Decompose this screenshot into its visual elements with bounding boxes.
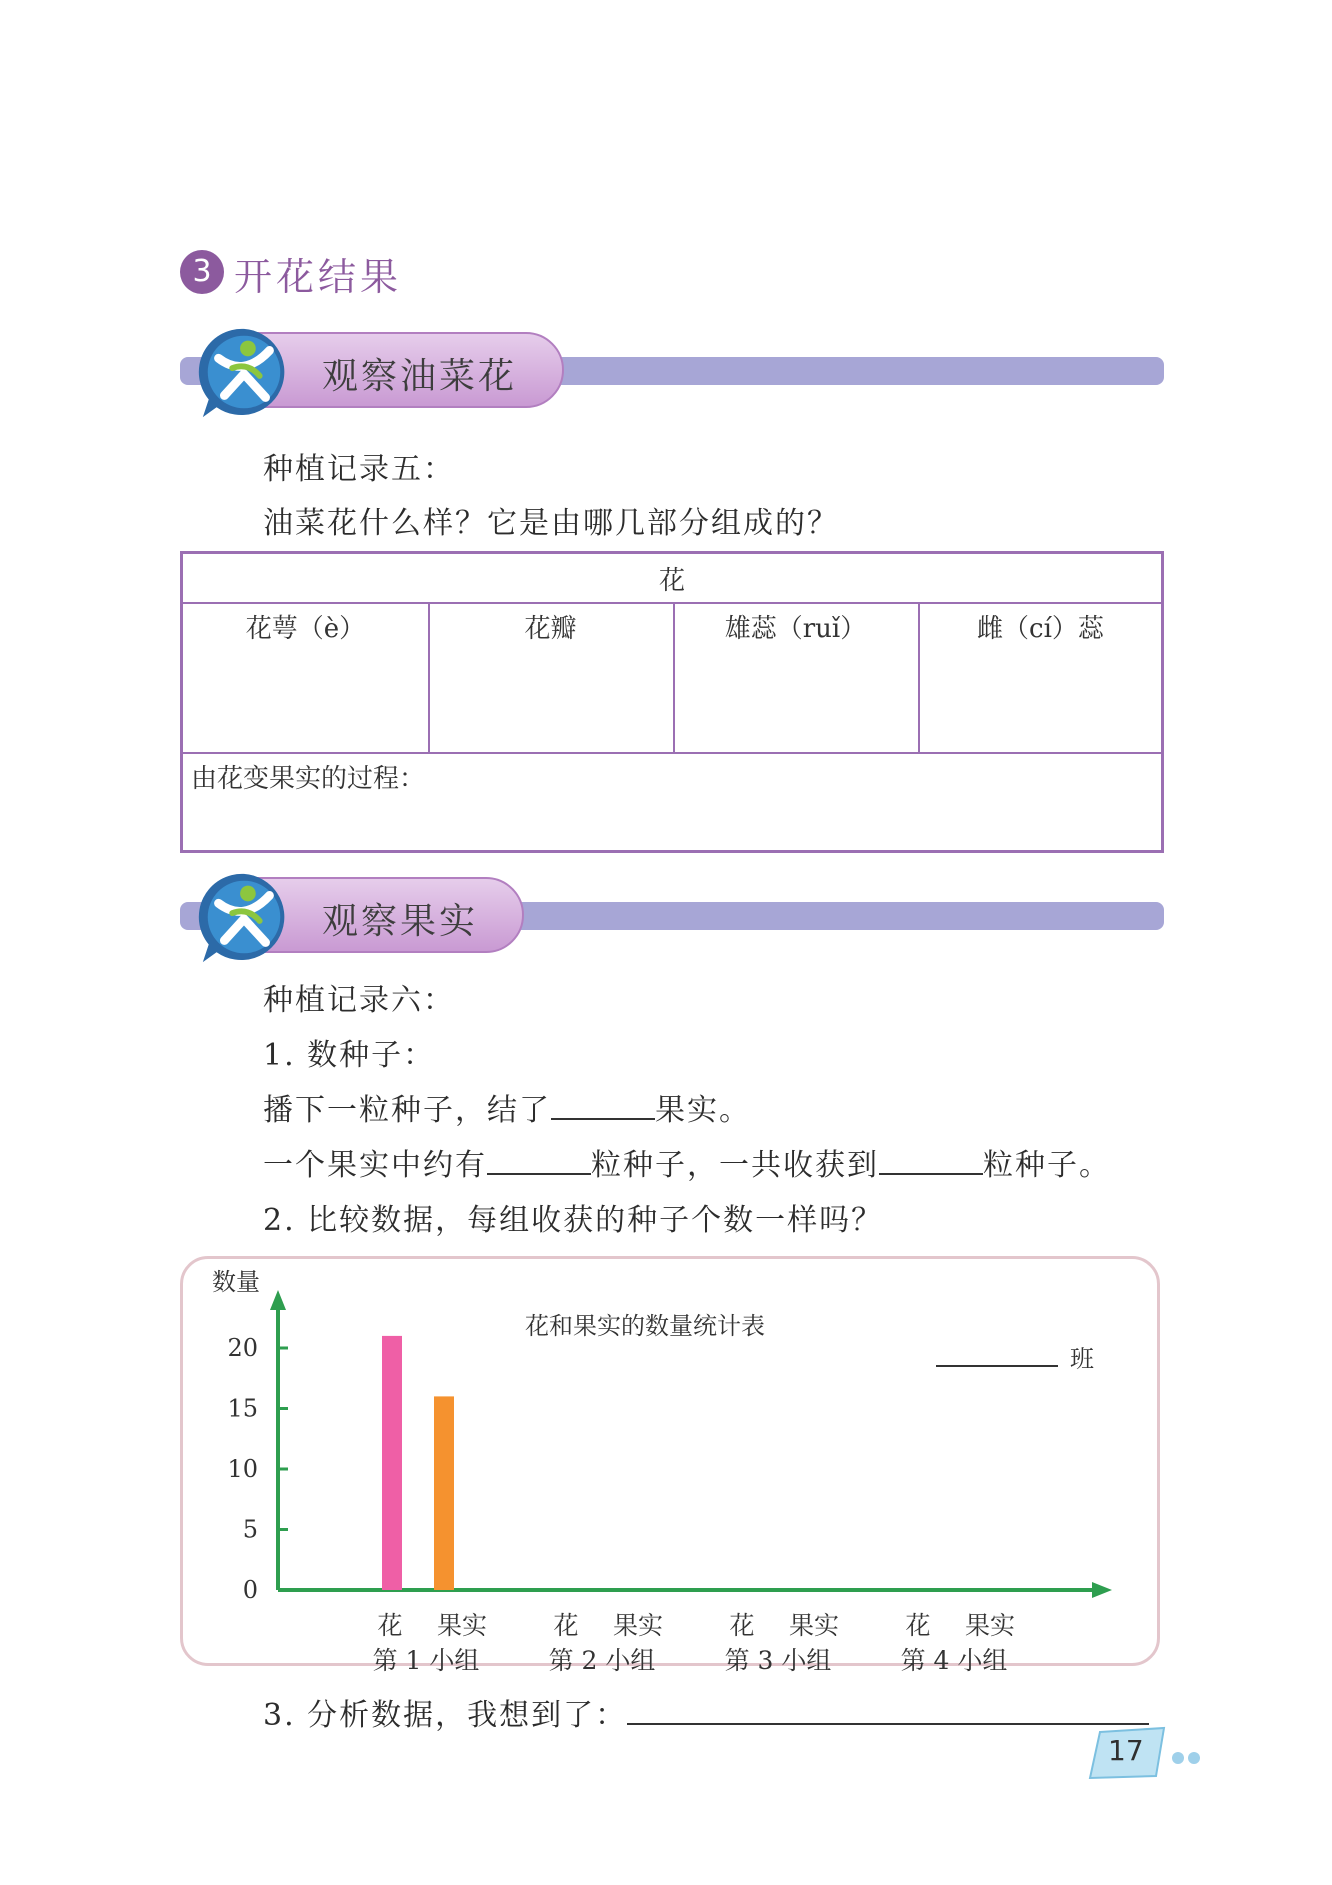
item1-title: 1. 数种子： [263,1038,436,1073]
table-header: 花 [658,566,685,596]
x-category-label: 果实 [788,1611,840,1640]
x-group-label: 第 3 小组 [724,1646,832,1675]
x-group-label: 第 4 小组 [900,1646,1008,1675]
item2: 2. 比较数据，每组收获的种子个数一样吗？ [263,1203,884,1238]
y-axis-label: 数量 [212,1268,260,1296]
line2-text-c: 粒种子。 [983,1148,1111,1183]
line1-text-a: 播下一粒种子，结了 [263,1093,551,1128]
x-category-label: 果实 [612,1611,664,1640]
banner-title: 观察果实 [322,901,479,942]
x-axis-arrow [1092,1582,1112,1598]
y-tick-label: 20 [227,1334,258,1362]
x-category-label: 花 [905,1611,931,1640]
y-tick-label: 5 [242,1515,258,1544]
record5-label: 种植记录五： [263,452,455,487]
section-title: 开花结果 [234,255,403,299]
y-tick-label: 15 [227,1394,258,1423]
column-stamen: 雄蕊（ruǐ） [724,614,867,644]
column-pistil: 雌（cí）蕊 [977,614,1104,644]
line1-text-b: 果实。 [655,1093,751,1128]
column-sepal: 花萼（è） [245,614,366,644]
item3 [263,1690,1149,1734]
line2-text-b: 粒种子，一共收获到 [591,1148,879,1183]
bar-flower [382,1336,402,1590]
x-category-label: 果实 [964,1611,1016,1640]
class-field [936,1339,1094,1374]
bar-fruit [434,1396,454,1590]
column-petal: 花瓣 [524,614,577,644]
class-suffix: 班 [1070,1345,1094,1373]
line2-text-a: 一个果实中约有 [263,1148,487,1183]
y-tick-label: 10 [227,1455,258,1483]
section-number-badge: 3 [180,250,224,294]
page-dot [1172,1752,1184,1764]
y-axis-arrow [270,1290,286,1310]
page-number: 17 [1108,1734,1144,1767]
conclusion-blank[interactable] [627,1722,1149,1725]
process-label: 由花变果实的过程： [191,764,426,794]
record6-label: 种植记录六： [263,983,455,1018]
chart-title: 花和果实的数量统计表 [525,1312,765,1340]
y-tick-label: 0 [242,1576,258,1604]
x-group-label: 第 2 小组 [548,1646,656,1675]
class-blank[interactable] [936,1364,1058,1367]
record5-question: 油菜花什么样？它是由哪几部分组成的？ [263,506,839,541]
x-group-label: 第 1 小组 [372,1646,480,1675]
x-category-label: 花 [553,1611,579,1640]
item3-text: 3. 分析数据，我想到了： [263,1698,628,1733]
page-dot [1188,1752,1200,1764]
x-category-label: 果实 [436,1611,488,1640]
x-category-label: 花 [729,1611,755,1640]
banner-title: 观察油菜花 [322,356,518,397]
x-category-label: 花 [377,1611,403,1640]
